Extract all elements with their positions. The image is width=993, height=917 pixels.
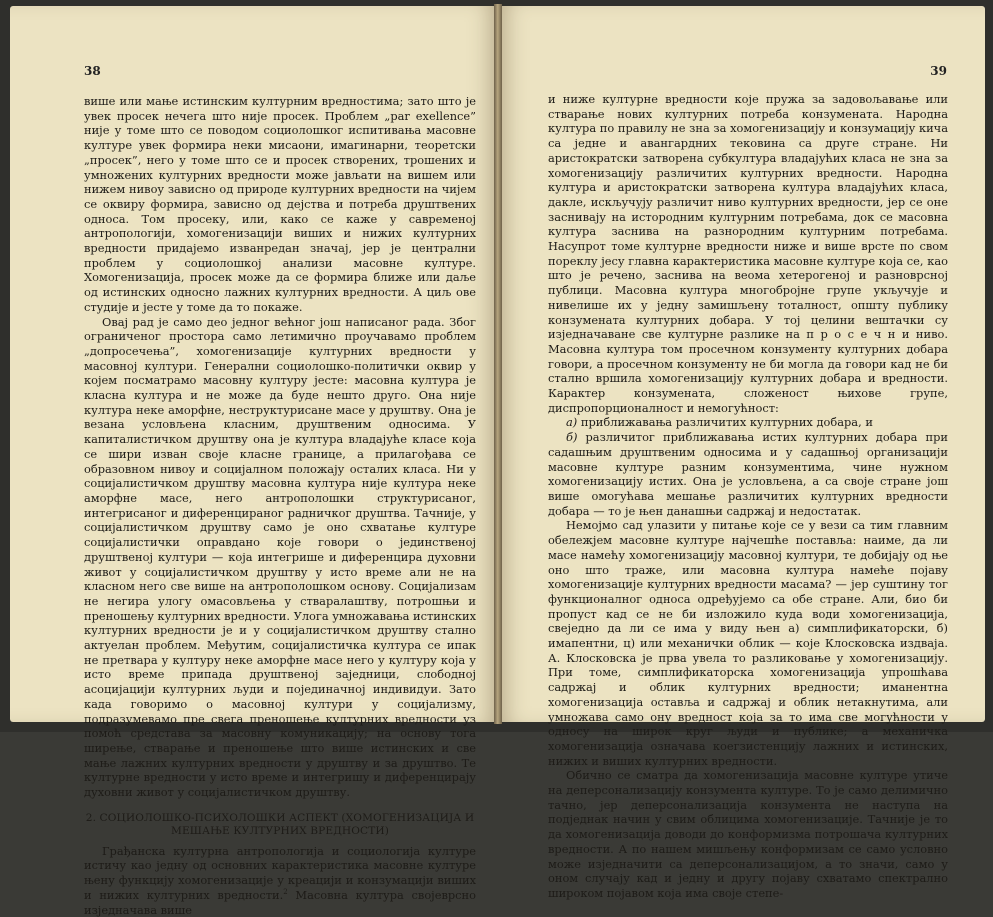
book-gutter: [494, 4, 502, 724]
right-page-text: [548, 92, 948, 901]
paragraph: и ниже културне вредности које пружа за задовољавање или стварање нових културних потреба конзумената. Народна култура по правилу не зна за хомогенизацију и конзумацију кича са једне и авангардних тековина са друге стране. Ни аристократски затворена субкултура владајућих класа не зна за хомогенизацију различитих културних вредности. Народна култура и аристократски затворена култура владајућих класа, дакле, искључују различит ниво културних вредности, јер се оне заснивају на истородним културним потребама, док се масовна култура заснива на разнородним културним потребама. Насупрот томе културне вредности ниже и више врсте по свом пореклу јесу главна карактеристика масовне културе која се, као што је речено, заснива на веома хетерогеној и разноврсној публици. Масовна култура многобројне групе укључује и нивелише их у једну замишљену тоталност, општу публику конзумената културних добара. У тој целини вештачки су изједначаване све културне разлике на п р о с е ч н и ниво. Масовна култура том просечном конзументу културних добара говори, а просечном конзументу не би могла да говори кад не би стално вршила хомогенизацију културних добара и вредности. Карактер конзумената, сложеност њихове групе, диспропорционалност и немогућност:: [548, 92, 948, 415]
list-letter: а): [566, 415, 578, 430]
paragraph-text-tail: Масовна култура својеврсно изједначава више: [84, 887, 476, 917]
page-number-left: 38: [84, 64, 101, 78]
left-page-text: [84, 94, 476, 917]
page-number-right: 39: [930, 64, 947, 78]
footnote-mark: 2: [283, 888, 288, 897]
list-text: приближавања различитих културних добара, и: [577, 415, 873, 430]
paragraph-text: Грађанска културна антропологија и социологија културе истичу као једну од основних карактеристика масовне културе њену функцију хомогенизације у креацији и конзумацији виших и нижих културних вредности.: [84, 843, 476, 902]
left-page: [10, 6, 498, 917]
list-item-a: [548, 415, 948, 430]
section-heading: 2. СОЦИОЛОШКО-ПСИХОЛОШКИ АСПЕКТ (ХОМОГЕНИЗАЦИЈА И МЕШАЊЕ КУЛТУРНИХ ВРЕДНОСТИ): [85, 811, 475, 837]
list-letter: б): [566, 430, 578, 445]
paragraph: Немојмо сад улазити у питање које се у вези са тим главним обележјем масовне културе најчешће поставља: наиме, да ли масе намећу хомогенизацију масовној култури, те добијају од ње оно што траже, или масовна култура намеће појаву хомогенизације културних вредности масама? — јер суштину тог функционалног односа одређујемо са обе стране. Али, био би пропуст кад се не би изложило куда води хомогенизација, свеједно да ли се има у виду њен а) симплификаторски, б) имапентни, ц) или механички облик — које Клосковска издваја. А. Клосковска је прва увела то разликовање у хомогенизацију. При томе, симплификаторска хомогенизација упрошћава садржај и облик културних вредности; иманентна хомогенизација оставља и садржај и облик нетакнутима, али умножава само ону вредност која за то има све могућности у односу на широк круг људи и публике; а механичка хомогенизација означава коегзистенцију лажних и истинских, нижих и виших културних вредности.: [548, 518, 948, 768]
paragraph: [84, 844, 476, 917]
right-page: [498, 6, 985, 900]
paragraph: више или мање истинским културним вредностима; зато што је увек просек нечега што није просек. Проблем „par exellence” није у томе што се поводом социолошког испитивања масовне културе увек формира неки мисаони, имагинарни, теоретски „просек”, него у томе што се и просек створених, трошених и умножених културних вредности може јављати на вишем или нижем нивоу зависно од природе културних вредности на чијем се оквиру формира, зависно од дејства и потреба друштвених односа. Том просеку, или, како се каже у савременој антропологији, хомогенизацији виших и нижих културних вредности придајемо изванредан значај, јер је централни проблем у социолошкој анализи масовне културе. Хомогенизација, просек може да се формира ближе или даље од истинских односно лажних културних вредности. А циљ ове студије и јесте у томе да то покаже.: [84, 94, 476, 314]
paragraph: Обично се сматра да хомогенизација масовне културе утиче на деперсонализацију конзумента културе. То је само делимично тачно, јер деперсонализација конзумента не наступа на подједнак начин у свим облицима хомогенизације. Тачније је то да хомогенизација доводи до конформизма потрошача културних вредности. А по нашем мишљењу конформизам се само условно може изједначити са деперсонализацијом, а то значи, само у оном случају кад и једну и другу појаву схватамо спектрално широком појавом која има своје степе-: [548, 768, 948, 900]
paragraph: Овај рад је само део једног већног још написаног рада. Због ограниченог простора само летимично проучавамо проблем „допросечења”, хомогенизације културних вредности у масовној култури. Генерални социолошко-политички оквир у којем посматрамо масовну културу јесте: масовна култура је класна култура и не може да буде нешто друго. Она није култура неке аморфне, неструктурисане масе у друштву. Она је везана условљена класним, друштвеним односима. У капиталистичком друштву она је култура владајуће класе која се шири изван своје класне границе, а прилагођава се образовном нивоу и социјалном положају осталих класа. Ни у социјалистичком друштву масовна култура није култура неке аморфне масе, него антрополошки структурисаног, интегрисаног и диференцираног радничког друштва. Тачније, у социјалистичком друштву само је оно схватање културе социјалистички оправдано које говори о јединственој друштвеној култури — која интегрише и диференцира духовни живот у социјалистичком друштву у исто време али не на класном него све више на антрополошком основу. Социјализам не негира улогу омасовљења у стваралаштву, потрошњи и преношењу културних вредности. Улога умножавања истинских културних вредности је и у социјалистичком друштву стално актуелан проблем. Међутим, социјалистичка култура се ипак не претвара у културу неке аморфне масе него у културу која у исто време припада друштвеној заједници, слободној асоцијацији културних људи и појединачној индивидуи. Зато када говоримо о масовној култури у социјализму, подразумевамо пре свега преношење културних вредности уз помоћ средстава за масовну комуникацију; на основу тога ширење, стварање и преношење што више истинских и све мање лажних културних вредности у друштву и за друштво. Те културне вредности у исто време и интегришу и диференцирају духовни живот у социјалистичком друштву.: [84, 314, 476, 800]
list-item-b: [548, 430, 948, 518]
list-text: различитог приближавања истих културних добара при садашњим друштвеним односима и у садашњој организацији масовне културе разним конзументима, чине нужном хомогенизацију истих. Она је условљена, а са своје стране још више омогућава мешање различитих културних вредности добара — то је њен данашњи садржај и недостатак.: [548, 430, 948, 518]
